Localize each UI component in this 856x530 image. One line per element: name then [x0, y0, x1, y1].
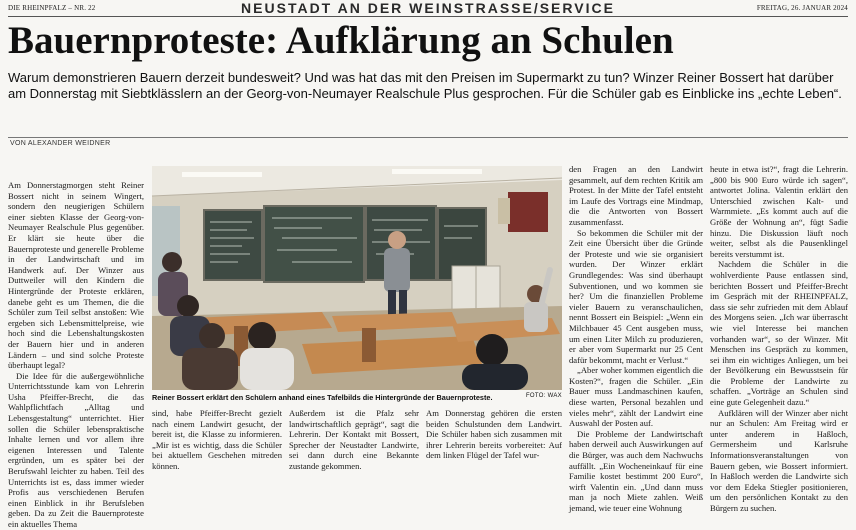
paragraph: Aufklären will der Winzer aber nicht nur an Schulen: Am Freitag wird er unter anderem in Haßloch, Germersheim und Karlsruhe Informationsveranstaltungen von Bauern geben, wie Bossert informiert. In Haßloch werden die Landwirte sich vor dem Edeka Stiegler positionieren, um den persönlichen Kontakt zu den Bürgern zu suchen.	[710, 407, 848, 513]
text-column-1	[8, 180, 144, 529]
byline: VON ALEXANDER WEIDNER	[10, 140, 111, 147]
classroom-photo	[152, 166, 562, 390]
byline-rule	[8, 137, 848, 138]
page-header	[8, 0, 848, 17]
newspaper-issue: DIE RHEINPFALZ – NR. 22	[8, 4, 96, 12]
text-column-3	[289, 408, 419, 471]
paragraph: den Fragen an den Landwirt gesammelt, auf dem rechten Kritik am Protest. In der Mitte der Tafel entsteht im Laufe des Vortrags eine Mindmap, die die Antworten von Bossert zusammenfasst.	[569, 164, 703, 227]
paragraph: So bekommen die Schüler mit der Zeit eine Übersicht über die Gründe der Proteste und wie sie organisiert wurden. Der Winzer erklärt Grundlegendes: Was sind überhaupt Subventionen, und wo kommen sie her? Um die finanziellen Probleme vieler Bauern zu veranschaulichen, nennt Bossert ein Beispiel: „Wenn ein Milchbauer 45 Cent ausgeben muss, um einen Liter Milch zu produzieren, er aber vom Supermarkt nur 25 Cent dafür bekommt, macht er Verlust.“	[569, 227, 703, 365]
paragraph: heute in etwa ist?“, fragt die Lehrerin. „800 bis 900 Euro würde ich sagen“, antwortet Jolina. Valentin erklärt den Unterschied zwischen Kalt- und Warmmiete. „Es kommt auch auf die Größe der Wohnung an“, fügt Sadie hinzu. Die Diskussion läuft noch weiter, selbst als die Pausenklingel bereits verstummt ist.	[710, 164, 848, 259]
text-column-6	[710, 164, 848, 513]
paragraph: Außerdem ist die Pfalz sehr landwirtschaftlich geprägt“, sagt die Lehrerin. Der Kontakt mit Bossert, Sprecher der Neustadter Landwirte, sei dann durch eine Bekannte zustande gekommen.	[289, 408, 419, 471]
paragraph: Nachdem die Schüler in die wohlverdiente Pause entlassen sind, berichten Bossert und Pfeiffer-Brecht im Gespräch mit der RHEINPFALZ, dass sie sehr zufrieden mit dem Ablauf des Morgens seien. „Ich war überrascht wie viel Interesse bei manchen vorhanden war“, so der Winzer. Mit Menschen ins Gespräch zu kommen, sei ihm ein wichtiges Anliegen, um bei der Bevölkerung ein Bewusstsein für die Probleme der Landwirte zu schaffen. „Vorträge an Schulen sind eine gute Gelegenheit dazu.“	[710, 259, 848, 408]
article-subhead: Warum demonstrieren Bauern derzeit bundesweit? Und was hat das mit den Preisen im Supermarkt zu tun? Winzer Reiner Bossert hat darüber am Donnerstag mit Siebtklässlern an der Georg-von-Neumayer Realschule Plus gesprochen. Für die Schüler gab es Einblicke ins „echte Leben“.	[8, 70, 842, 101]
paragraph: Die Idee für die außergewöhnliche Unterrichtsstunde kam von Lehrerin Usha Pfeiffer-Brecht, die das Wahlpflichtfach „Alltag und Lebensgestaltung“ unterrichtet. Hier sollen die Schüler lebenspraktische Inhalte lernen und vor allem ihre eigenen Interessen und Talente ergründen, um es später bei der Berufswahl leichter zu haben. Teil des Unterrichts ist es, dass immer wieder Profis aus verschiedenen Berufen einen Einblick in ihr Berufsleben geben. Da zu Zeit die Bauernproteste ein aktuelles Thema	[8, 370, 144, 529]
paragraph: Die Probleme der Landwirtschaft haben derweil auch Auswirkungen auf die Bürger, was auch dem Nachwuchs auffällt. „Ein Wocheneinkauf für eine Familie kostet bestimmt 200 Euro“, wirft Valentin ein. „Und dann muss man ja noch Miete zahlen. Weiß jemand, wie teuer eine Wohnung	[569, 428, 703, 513]
photo-credit: FOTO: WAX	[525, 393, 562, 399]
paragraph: „Aber woher kommen eigentlich die Kosten?“, fragen die Schüler. „Ein Bauer muss Landmaschinen kaufen, diese warten, Personal bezahlen und vieles mehr“, zählt der Landwirt eine Auswahl der Posten auf.	[569, 365, 703, 429]
text-column-2	[152, 408, 282, 471]
photo-caption	[152, 393, 562, 402]
issue-date: FREITAG, 26. JANUAR 2024	[756, 4, 848, 12]
caption-text: Reiner Bossert erklärt den Schülern anhand eines Tafelbilds die Hintergründe der Bauernproteste.	[152, 393, 493, 402]
paragraph: Am Donnerstag gehören die ersten beiden Schulstunden dem Landwirt. Die Schüler haben sich zusammen mit ihrer Lehrerin bereits vorbereitet: Auf dem linken Flügel der Tafel wur-	[426, 408, 562, 461]
paragraph: Am Donnerstagmorgen steht Reiner Bossert nicht in seinem Wingert, sondern den neugierigen Schülern einer siebten Klasse der Georg-von-Neumayer Realschule Plus gegenüber. Er klärt sie heute über die Bauernproteste und generelle Probleme in der Landwirtschaft und im Handwerk auf. Der Winzer aus Duttweiler will den Kindern die Hintergründe der Proteste erklären, danebe geht es um Themen, die die Schüler zum Teil selbst anstoßen: Wie ergeben sich Lebensmittelpreise, wie hoch sind die Lebenshaltungskosten der Bauern hier und in anderen Ländern – und sind solche Proteste überhaupt legal?	[8, 180, 144, 371]
article-photo	[152, 166, 562, 390]
article-headline: Bauernproteste: Aufklärung an Schulen	[8, 19, 674, 62]
paragraph: sind, habe Pfeiffer-Brecht gezielt nach einem Landwirt gesucht, der bereit ist, die Klasse zu informieren. „Mir ist es wichtig, dass die Schüler bei aktuellem Geschehen mitreden können.	[152, 408, 282, 471]
text-column-4	[426, 408, 562, 466]
section-title: NEUSTADT AN DER WEINSTRASSE/SERVICE	[241, 0, 615, 16]
text-column-5	[569, 164, 703, 513]
